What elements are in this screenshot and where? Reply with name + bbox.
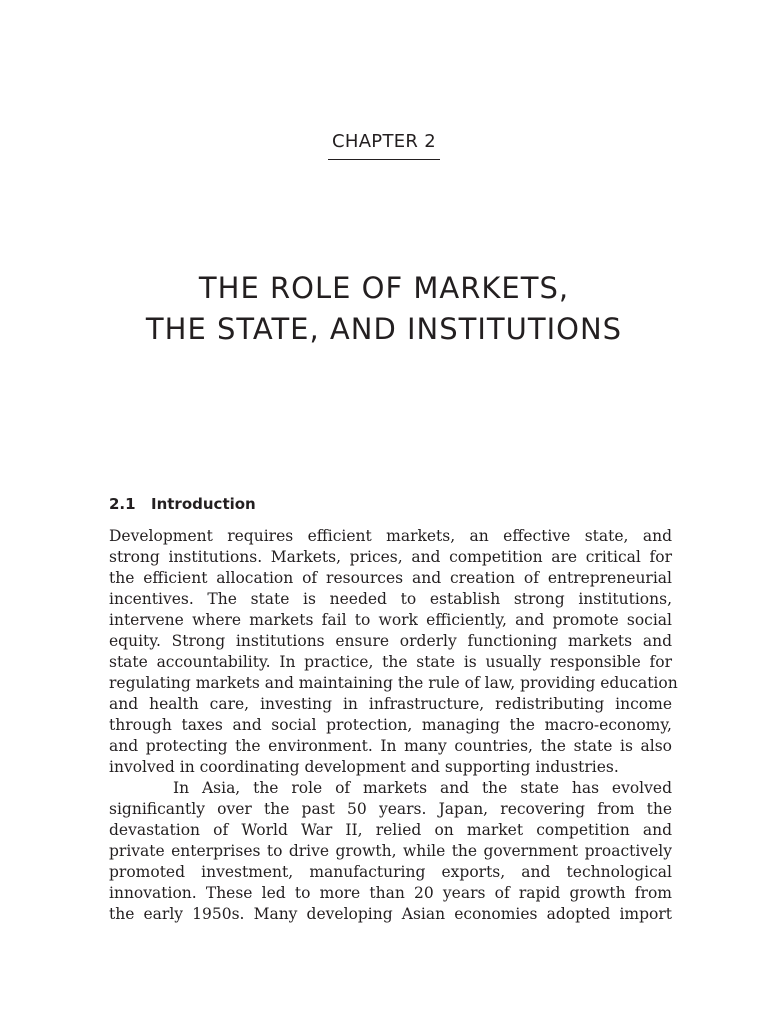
chapter-number: CHAPTER 2 [328,131,440,160]
text-line: state accountability. In practice, the state is usually responsible for [109,653,672,671]
text-line: incentives. The state is needed to establish strong institutions, [109,590,672,608]
text-line: regulating markets and maintaining the rule of law, providing education [109,674,678,692]
text-line: involved in coordinating development and supporting industries. [109,758,619,776]
text-line: and health care, investing in infrastructure, redistributing income [109,695,672,713]
text-line: through taxes and social protection, managing the macro-economy, [109,716,672,734]
text-line: and protecting the environment. In many countries, the state is also [109,737,672,755]
text-line: Development requires efficient markets, an effective state, and [109,527,672,545]
chapter-title [0,268,768,350]
text-line: In Asia, the role of markets and the state has evolved [173,779,672,797]
chapter-title-line: THE STATE, AND INSTITUTIONS [145,312,623,346]
text-line: private enterprises to drive growth, while the government proactively [109,842,672,860]
section-number: 2.1 [109,495,136,513]
paragraph [109,778,672,925]
text-line: equity. Strong institutions ensure orderly functioning markets and [109,632,672,650]
text-line: innovation. These led to more than 20 years of rapid growth from [109,884,672,902]
section-title: Introduction [151,495,256,513]
chapter-title-line: THE ROLE OF MARKETS, [198,271,570,305]
section-heading [109,495,256,513]
chapter-label [0,131,768,160]
text-line: promoted investment, manufacturing exports, and technological [109,863,672,881]
text-line: strong institutions. Markets, prices, and competition are critical for [109,548,672,566]
body-text [109,526,678,925]
text-line: significantly over the past 50 years. Japan, recovering from the [109,800,672,818]
text-line: devastation of World War II, relied on market competition and [109,821,672,839]
text-line: the efficient allocation of resources and creation of entrepreneurial [109,569,672,587]
text-line: intervene where markets fail to work efficiently, and promote social [109,611,672,629]
paragraph [109,526,678,778]
text-line: the early 1950s. Many developing Asian economies adopted import [109,905,672,923]
